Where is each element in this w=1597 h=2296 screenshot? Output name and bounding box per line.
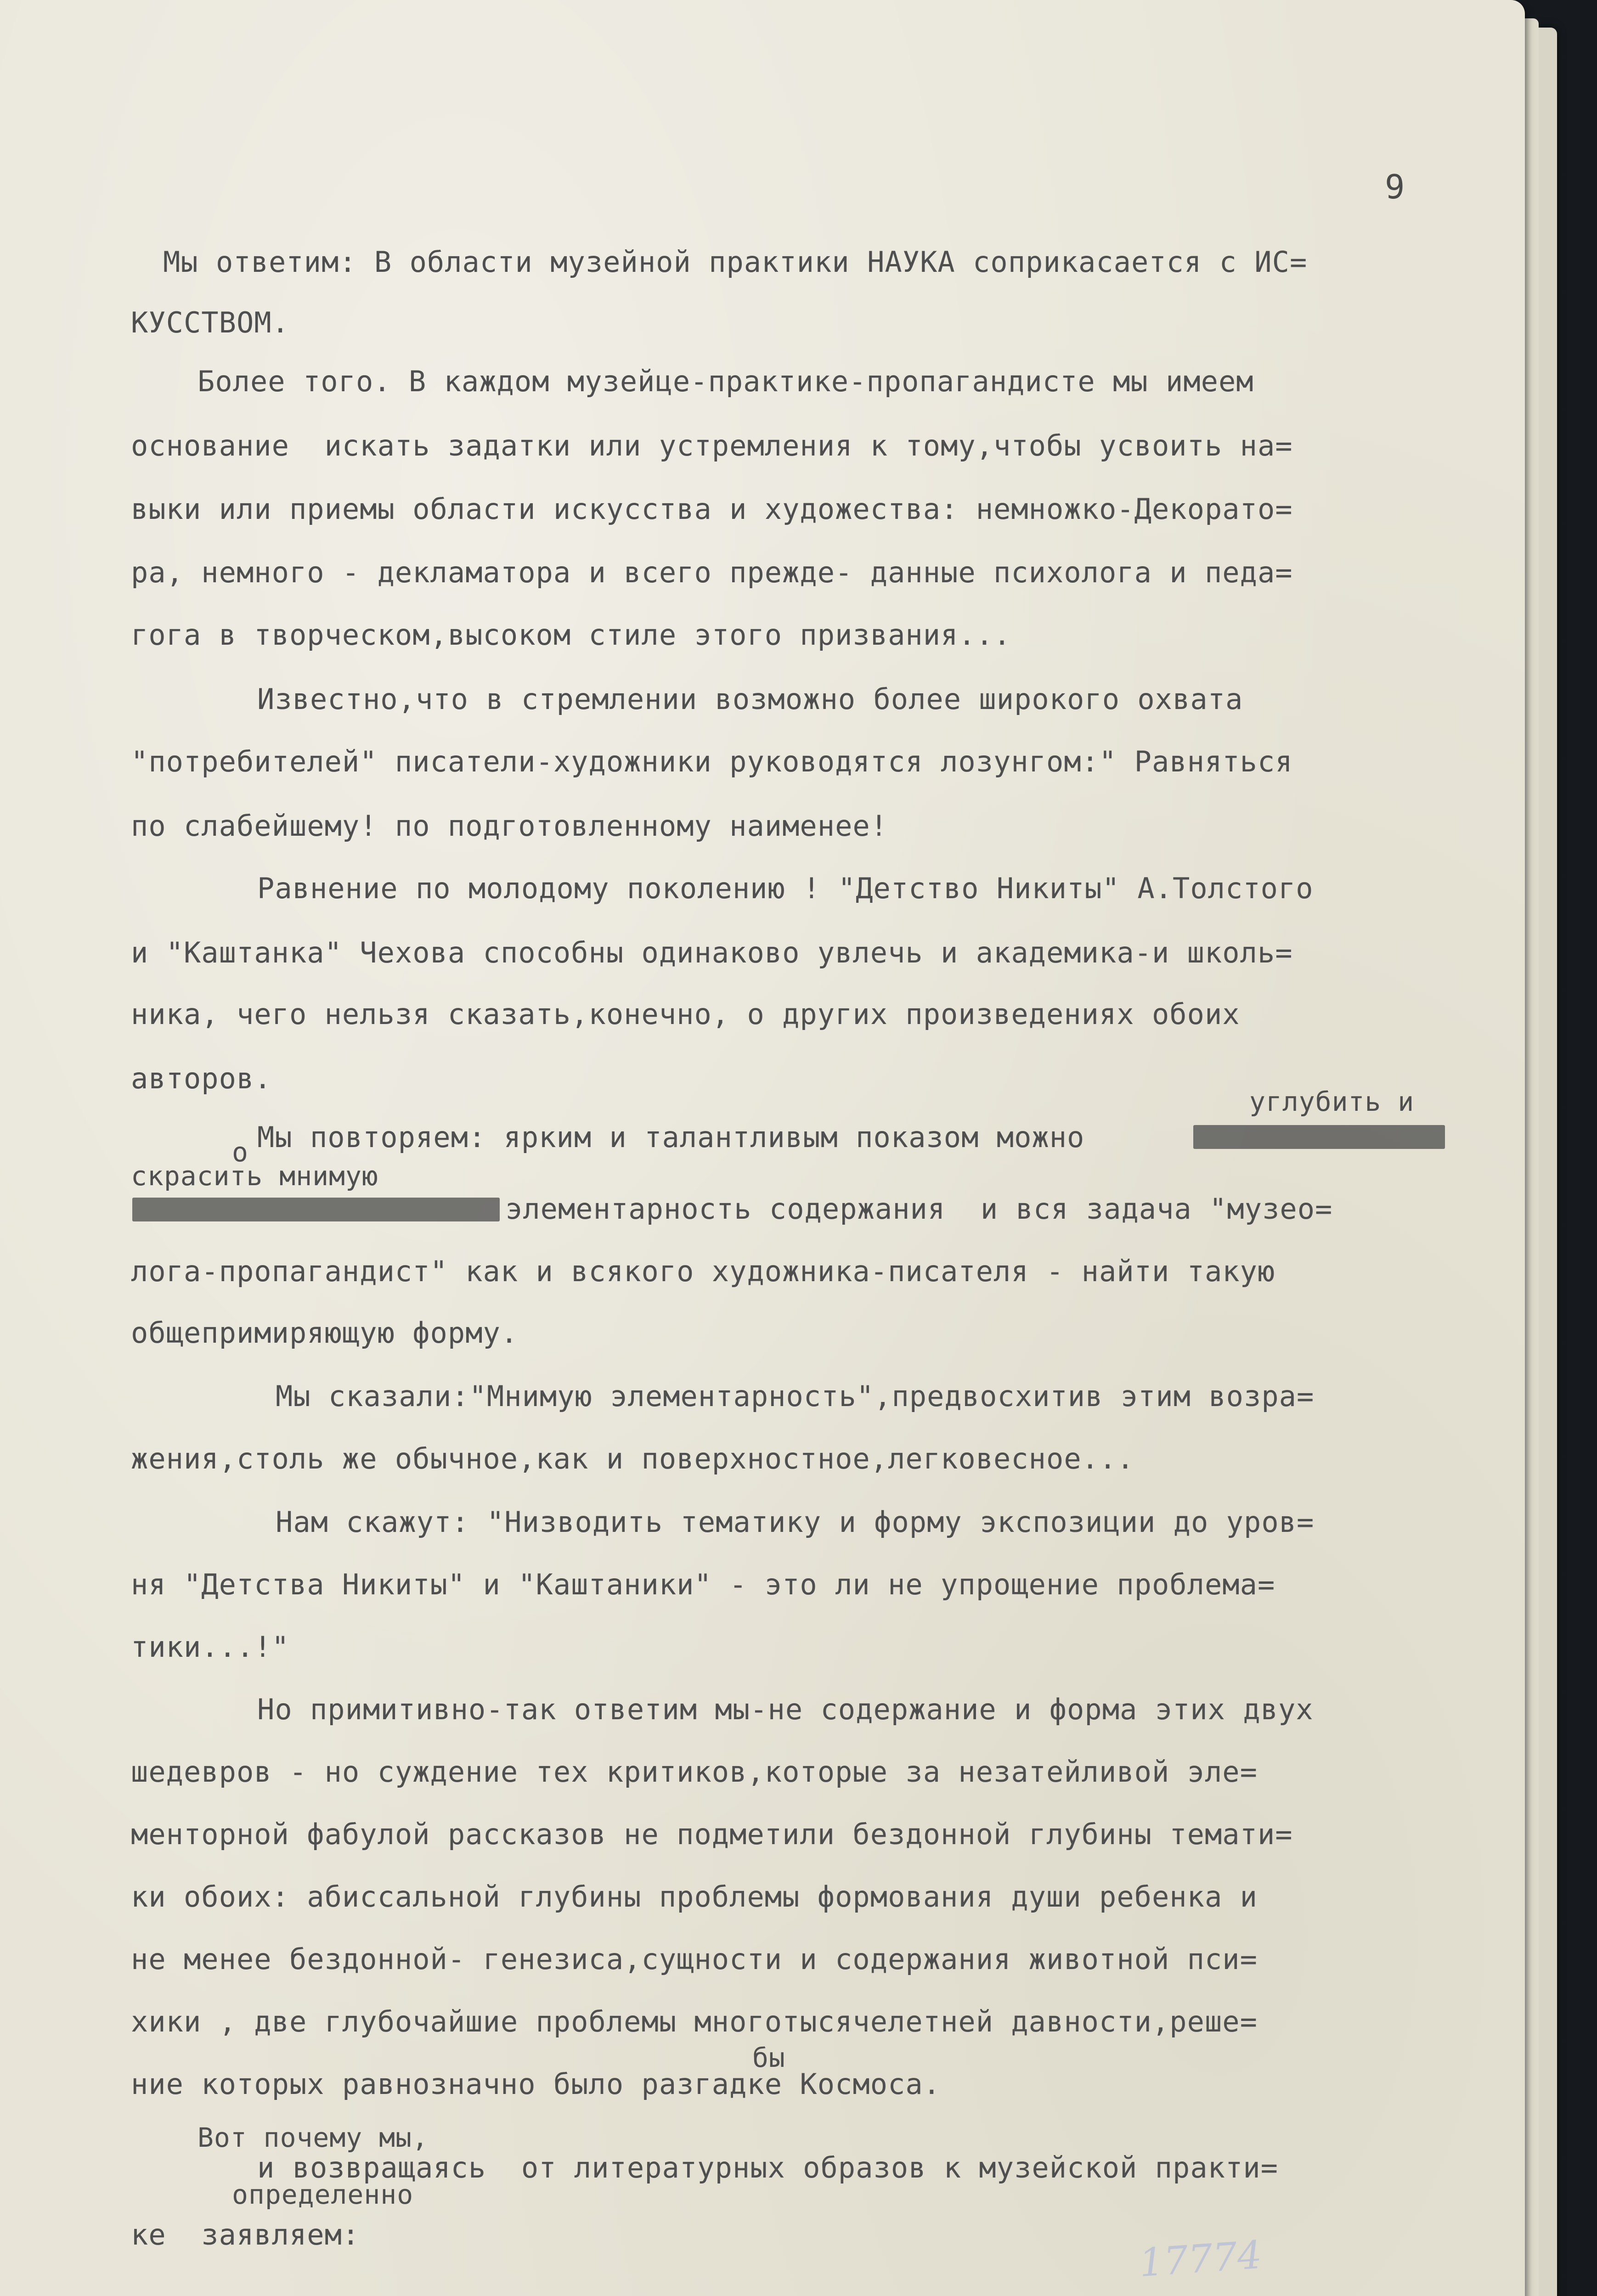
text-line-14: авторов. [131, 1062, 272, 1095]
text-line-18: общепримиряющую форму. [131, 1316, 519, 1350]
text-line-5: выки или приемы области искусства и художества: немножко-Декорато= [131, 492, 1293, 526]
insertion-bi: бы [752, 2042, 785, 2073]
text-line-12: и "Каштанка" Чехова способны одинаково увлечь и академика-и школь= [131, 936, 1293, 969]
text-line-1: Мы ответим: В области музейной практики НАУКА соприкасается с ИС= [163, 245, 1308, 279]
page-number: 9 [1385, 168, 1405, 206]
text-line-21: Нам скажут: "Низводить тематику и форму экспозиции до уров= [276, 1505, 1315, 1539]
text-line-24: Но примитивно-так ответим мы-не содержание и форма этих двух [257, 1693, 1314, 1726]
text-line-26: менторной фабулой рассказов не подметили бездонной глубины темати= [131, 1818, 1293, 1851]
text-line-6: ра, немного - декламатора и всего прежде- данные психолога и педа= [131, 556, 1293, 589]
struck-out-word [1193, 1125, 1445, 1149]
text-line-32: ке заявляем: [131, 2218, 360, 2251]
text-line-23: тики...!" [131, 1630, 289, 1664]
archive-stamp: 17774 [1137, 2232, 1264, 2286]
struck-out-phrase [132, 1198, 500, 1221]
text-line-10: по слабейшему! по подготовленному наименее! [131, 809, 888, 843]
text-line-7: гога в творческом,высоком стиле этого призвания... [131, 618, 1011, 652]
text-line-31: и возвращаясь от литературных образов к музейской практи= [257, 2151, 1278, 2184]
text-line-11: Равнение по молодому поколению ! "Детство Никиты" А.Толстого [257, 872, 1314, 905]
text-line-17: лога-пропагандист" как и всякого художника-писателя - найти такую [131, 1255, 1275, 1288]
insertion-definitely: определенно [232, 2179, 414, 2210]
text-line-9: "потребителей" писатели-художники руководятся лозунгом:" Равняться [131, 745, 1293, 778]
text-line-20: жения,столь же обычное,как и поверхностное,легковесное... [131, 1442, 1134, 1475]
text-line-22: ня "Детства Никиты" и "Каштаники" - это ли не упрощение проблема= [131, 1568, 1275, 1601]
text-line-13: ника, чего нельзя сказать,конечно, о других произведениях обоих [131, 997, 1240, 1031]
text-line-2: КУССТВОМ. [131, 306, 289, 339]
text-line-4: основание искать задатки или устремления к тому,чтобы усвоить на= [131, 429, 1293, 462]
text-line-27: ки обоих: абиссальной глубины проблемы формования души ребенка и [131, 1880, 1258, 1913]
text-line-25: шедевров - но суждение тех критиков,которые за незатейливой эле= [131, 1755, 1258, 1789]
text-line-29: хики , две глубочайшие проблемы многотысячелетней давности,реше= [131, 2005, 1258, 2038]
text-line-16: элементарность содержания и вся задача "музео= [505, 1192, 1333, 1226]
text-line-19: Мы сказали:"Мнимую элементарность",предвосхитив этим возра= [276, 1379, 1315, 1413]
insertion-deepen: углубить и [1249, 1086, 1415, 1117]
insertion-why-we: Вот почему мы, [198, 2122, 429, 2153]
insertion-accent-o: о [232, 1137, 248, 1168]
text-line-28: не менее бездонной- генезиса,сущности и содержания животной пси= [131, 1942, 1258, 1976]
text-line-15: Мы повторяем: ярким и талантливым показом можно [257, 1120, 1085, 1154]
text-line-8: Известно,что в стремлении возможно более широкого охвата [257, 682, 1243, 716]
insertion-color-imaginary: скрасить мнимую [131, 1160, 378, 1192]
text-line-30: ние которых равнозначно было разгадке Космоса. [131, 2067, 941, 2101]
text-line-3: Более того. В каждом музейце-практике-пропагандисте мы имеем [198, 365, 1254, 398]
